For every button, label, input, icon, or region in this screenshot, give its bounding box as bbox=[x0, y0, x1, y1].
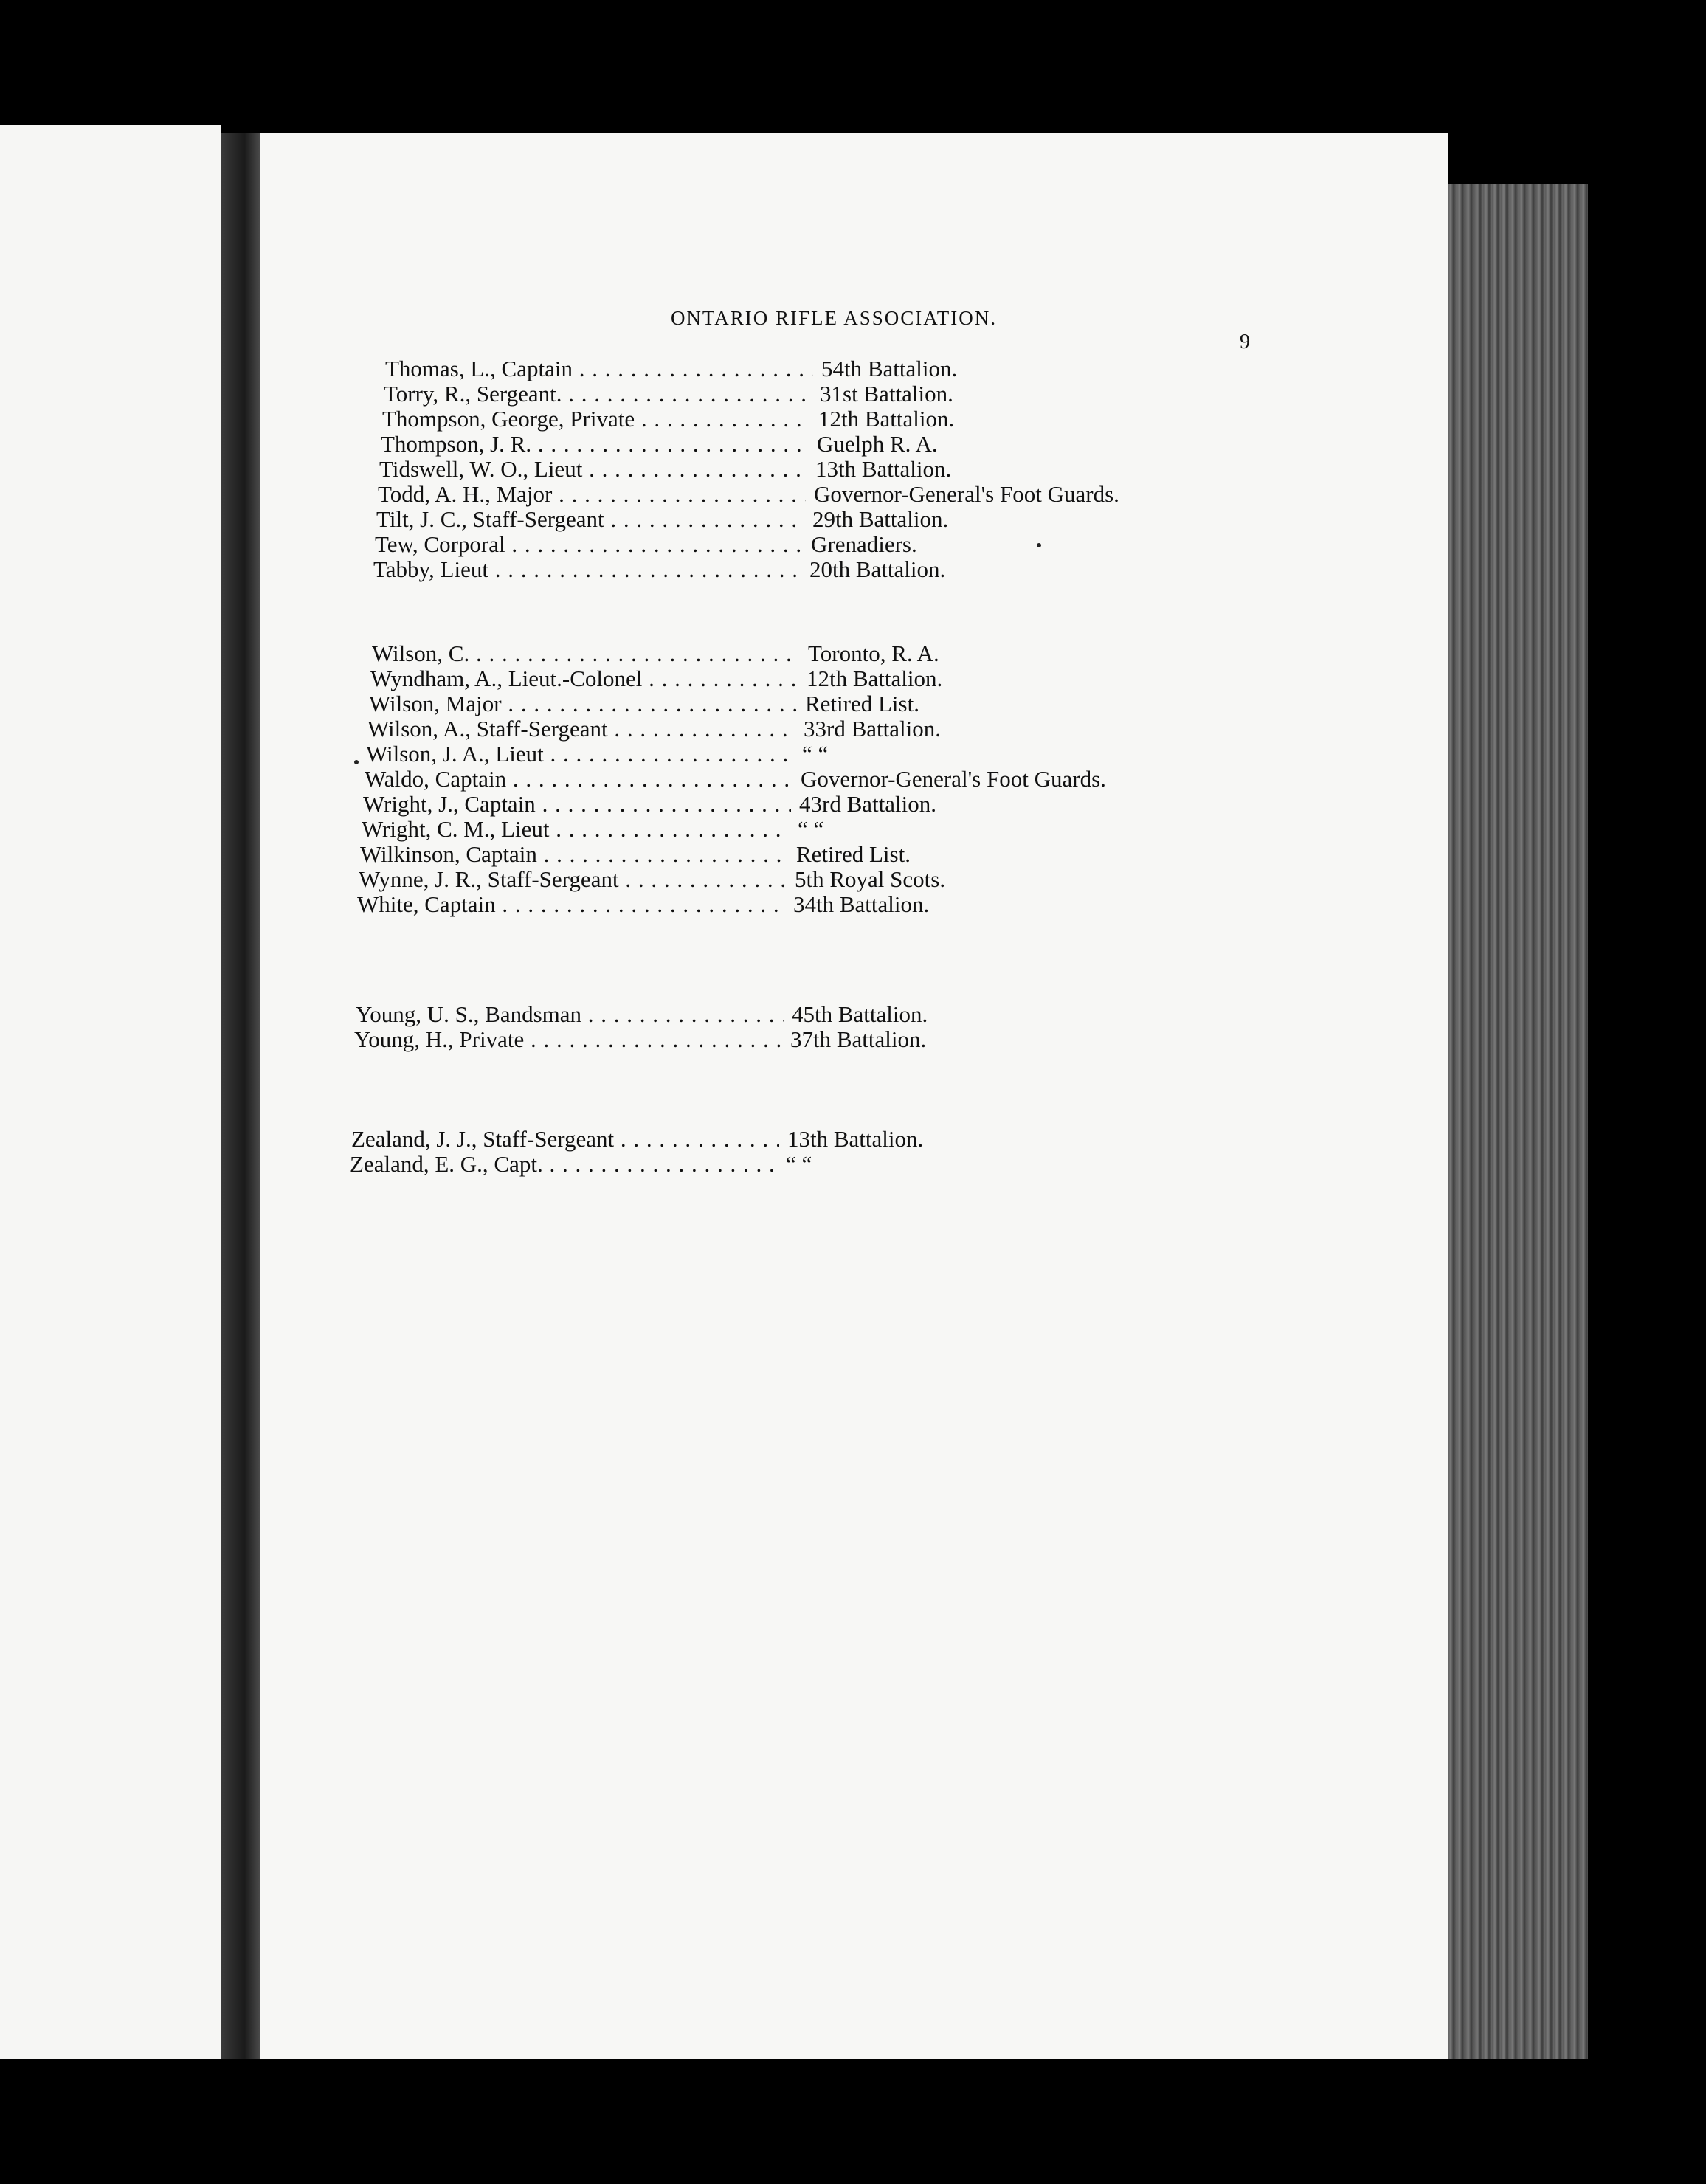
list-item bbox=[385, 356, 1212, 381]
left-page bbox=[0, 125, 221, 2059]
entry-unit: Governor-General's Foot Guards. bbox=[809, 482, 1119, 507]
entry-unit: 37th Battalion. bbox=[786, 1027, 926, 1052]
entry-name: Wright, J., Captain . . . bbox=[363, 792, 791, 817]
list-item bbox=[359, 867, 1185, 892]
ink-speck bbox=[354, 760, 359, 764]
entry-name: Wilson, A., Staff-Sergeant . . . bbox=[367, 716, 795, 742]
list-item bbox=[363, 792, 1189, 817]
entry-unit: “ “ bbox=[793, 817, 823, 842]
entry-unit: 31st Battalion. bbox=[815, 381, 953, 407]
entry-name: Wilson, J. A., Lieut . . . bbox=[366, 742, 794, 767]
entry-name: Todd, A. H., Major . . . bbox=[378, 482, 806, 507]
entry-unit: Governor-General's Foot Guards. bbox=[796, 767, 1106, 792]
entry-unit: 45th Battalion. bbox=[787, 1002, 928, 1027]
list-item bbox=[360, 842, 1187, 867]
page-edges bbox=[1448, 184, 1588, 2059]
entry-unit: 29th Battalion. bbox=[808, 507, 948, 532]
entry-name: White, Captain . . . bbox=[357, 892, 785, 917]
entry-name: Wright, C. M., Lieut . . . bbox=[362, 817, 790, 842]
entry-name: Waldo, Captain . . . bbox=[365, 767, 792, 792]
entry-unit: “ “ bbox=[798, 742, 828, 767]
list-item bbox=[357, 892, 1184, 917]
entry-unit: 5th Royal Scots. bbox=[790, 867, 945, 892]
entry-unit: Toronto, R. A. bbox=[804, 641, 939, 666]
book-gutter bbox=[221, 133, 260, 2059]
list-item bbox=[367, 716, 1194, 742]
entry-unit: 13th Battalion. bbox=[783, 1127, 923, 1152]
entry-name: Young, U. S., Bandsman . . . bbox=[356, 1002, 784, 1027]
entry-unit: Retired List. bbox=[801, 691, 919, 716]
list-item bbox=[376, 507, 1203, 532]
entry-unit: Grenadiers. bbox=[807, 532, 917, 557]
entry-name: Zealand, E. G., Capt. . . . bbox=[350, 1152, 778, 1177]
list-item bbox=[366, 742, 1192, 767]
entry-unit: 54th Battalion. bbox=[817, 356, 957, 381]
entry-name: Young, H., Private . . . bbox=[354, 1027, 782, 1052]
entry-name: Wyndham, A., Lieut.-Colonel . . . bbox=[370, 666, 798, 691]
entry-unit: 43rd Battalion. bbox=[795, 792, 936, 817]
running-header: ONTARIO RIFLE ASSOCIATION. bbox=[670, 307, 998, 329]
entry-name: Thompson, J. R. . . . bbox=[381, 432, 809, 457]
entry-name: Tidswell, W. O., Lieut . . . bbox=[379, 457, 807, 482]
list-item bbox=[351, 1127, 1178, 1152]
entry-unit: 13th Battalion. bbox=[811, 457, 951, 482]
entry-unit: “ “ bbox=[781, 1152, 812, 1177]
entry-unit: Guelph R. A. bbox=[812, 432, 938, 457]
entry-unit: 33rd Battalion. bbox=[799, 716, 941, 742]
list-item bbox=[381, 432, 1207, 457]
entry-name: Tew, Corporal . . . bbox=[375, 532, 803, 557]
entry-unit: 12th Battalion. bbox=[814, 407, 954, 432]
entry-name: Thomas, L., Captain . . . bbox=[385, 356, 813, 381]
list-item bbox=[350, 1152, 1176, 1177]
list-item bbox=[379, 457, 1206, 482]
list-item bbox=[365, 767, 1191, 792]
ink-speck bbox=[1037, 543, 1041, 547]
entry-name: Wynne, J. R., Staff-Sergeant . . . bbox=[359, 867, 787, 892]
list-item bbox=[369, 691, 1195, 716]
list-item bbox=[370, 666, 1197, 691]
entry-name: Torry, R., Sergeant. . . . bbox=[384, 381, 812, 407]
entry-name: Thompson, George, Private . . . bbox=[382, 407, 810, 432]
page-number: 9 bbox=[1240, 331, 1250, 353]
entry-unit: 12th Battalion. bbox=[802, 666, 942, 691]
entry-unit: 20th Battalion. bbox=[805, 557, 945, 582]
list-item bbox=[384, 381, 1210, 407]
entry-name: Tilt, J. C., Staff-Sergeant . . . bbox=[376, 507, 804, 532]
list-item bbox=[372, 641, 1198, 666]
list-item bbox=[378, 482, 1204, 507]
list-item bbox=[375, 532, 1201, 557]
entry-name: Zealand, J. J., Staff-Sergeant . . . bbox=[351, 1127, 779, 1152]
entry-unit: 34th Battalion. bbox=[789, 892, 929, 917]
list-item bbox=[356, 1002, 1182, 1027]
entry-name: Tabby, Lieut . . . bbox=[373, 557, 801, 582]
list-item bbox=[382, 407, 1209, 432]
entry-unit: Retired List. bbox=[792, 842, 911, 867]
list-item bbox=[373, 557, 1200, 582]
entry-name: Wilson, Major . . . bbox=[369, 691, 797, 716]
list-item bbox=[354, 1027, 1181, 1052]
entry-name: Wilkinson, Captain . . . bbox=[360, 842, 788, 867]
entry-name: Wilson, C. . . . bbox=[372, 641, 800, 666]
list-item bbox=[362, 817, 1188, 842]
